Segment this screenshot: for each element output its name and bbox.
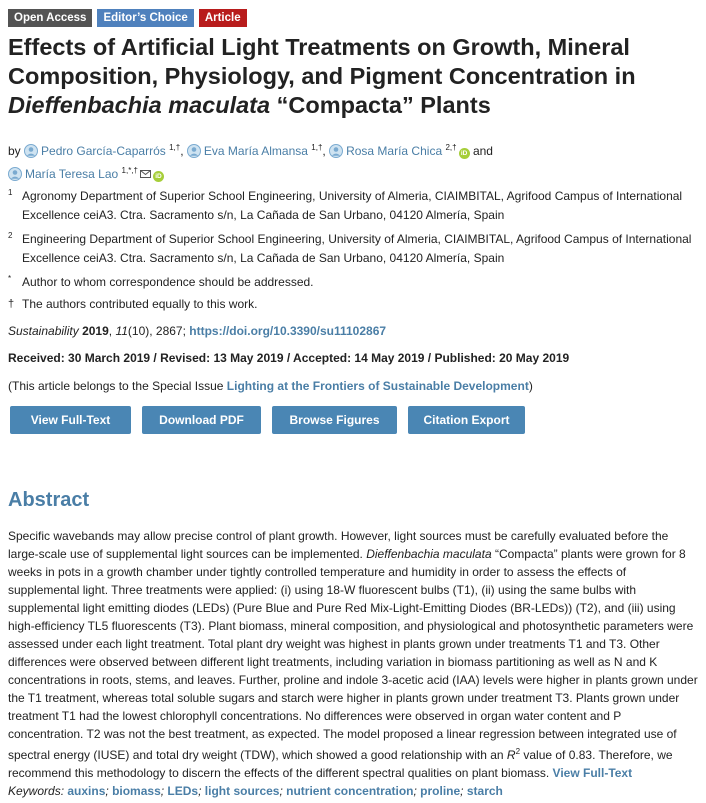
action-buttons: [10, 406, 525, 434]
affiliation-mark: *: [8, 274, 12, 283]
badge-row: [8, 9, 247, 27]
browse-figures-button[interactable]: Browse Figures: [272, 406, 397, 434]
person-icon: [8, 167, 22, 181]
author-name[interactable]: Eva María Almansa: [203, 144, 308, 158]
citation-line: Sustainability 2019, 11(10), 2867; https://doi.org/10.3390/su11102867: [8, 324, 387, 338]
abstract-r-sup: 2: [515, 747, 521, 756]
affiliation-mark: †: [8, 297, 15, 310]
person-icon: [24, 144, 38, 158]
envelope-icon[interactable]: [140, 170, 151, 178]
author-sup: 2,†: [445, 143, 457, 152]
editors-choice-badge[interactable]: Editor’s Choice: [97, 9, 193, 27]
keyword-link[interactable]: proline: [420, 784, 461, 798]
affiliation-text: Engineering Department of Superior School Engineering, University of Almeria, CIAIMBITAL, Agrifood Campus of International Excellence ceiA3. Ctra. Sacramento s/n, La Cañada de San Urbano, 04120 Almería, Spain: [22, 232, 692, 265]
keyword-link[interactable]: light sources: [204, 784, 280, 798]
and-label: and: [472, 144, 493, 158]
abstract-part: Specific wavebands may allow precise control of plant growth. However, light sources must be carefully evaluated before the large-scale use of supplemental light sources can be implemented.: [8, 529, 669, 561]
special-issue-link[interactable]: Lighting at the Frontiers of Sustainable Development: [226, 379, 529, 393]
abstract-part: “Compacta” plants were grown for 8 weeks in pots in a growth chamber under tightly controlled temperature and humidity in order to assess the effects of supplemental light. Three treatments were applied: (i) using 18-W fluorescent bulbs (T1), (ii) using the same bulbs with supplemental light emitting diodes (LEDs) (Pure Blue and Pure Red Mix-Light-Emitting Diodes (BR-LEDs)) (T2), and (iii) using high-efficiency TL5 fluorescents (T3). Plant biomass, mineral composition, and physiological and photosynthetic parameters were assessed under each light treatment. Total plant dry weight was highest in plants grown under treatments T1 and T3. Other differences were observed between different light treatments, including variation in biomass partitioning as well as N and K concentrations in roots, stems, and leaves. Further, proline and indole 3-acetic acid (IAA) levels were higher in plants grown under the T1 treatment, whereas total soluble sugars and starch were higher in plants grown under treatment T3. Plants grown under treatment T1 had the lowest chlorophyll concentrations. No differences were observed in organ water content and P concentration. T2 was not the best treatment, as expected. The model proposed a linear regression between integrated use of spectral energy (IUSE) and total dry weight (TDW), which showed a good relationship with an: [8, 547, 698, 762]
citation-year: 2019: [82, 324, 109, 338]
keyword-link[interactable]: nutrient concentration: [286, 784, 414, 798]
title-text-end: “Compacta” Plants: [270, 92, 491, 118]
abstract-r: R: [506, 748, 516, 762]
article-title: [8, 33, 698, 120]
special-issue-suffix: ): [528, 379, 533, 393]
keyword-link[interactable]: LEDs: [167, 784, 199, 798]
affiliation-item: [8, 273, 698, 292]
affiliation-text: Author to whom correspondence should be addressed.: [22, 275, 314, 289]
affiliations: [8, 187, 698, 319]
keyword-link[interactable]: starch: [466, 784, 503, 798]
title-text: Effects of Artificial Light Treatments on Growth, Mineral Composition, Physiology, and Pigment Concentration in: [8, 34, 636, 89]
journal-name: Sustainability: [8, 324, 79, 338]
author-sup: 1,*,†: [121, 166, 138, 175]
author-name[interactable]: Pedro García-Caparrós: [41, 144, 166, 158]
affiliation-item: [8, 295, 698, 314]
keyword-link[interactable]: auxins: [67, 784, 106, 798]
special-issue-prefix: (This article belongs to the Special Issue: [8, 379, 227, 393]
doi-link[interactable]: https://doi.org/10.3390/su11102867: [189, 324, 387, 338]
author-4[interactable]: [8, 167, 164, 181]
abstract-species: Dieffenbachia maculata: [366, 547, 492, 561]
download-pdf-button[interactable]: Download PDF: [142, 406, 261, 434]
person-icon: [329, 144, 343, 158]
abstract-heading: Abstract: [8, 489, 90, 511]
publication-dates: Received: 30 March 2019 / Revised: 13 May 2019 / Accepted: 14 May 2019 / Published: 20 May 2019: [8, 351, 570, 365]
abstract-part: value of 0.83. Therefore, we recommend this methodology to discern the effects of the different spectral qualities on plant biomass.: [8, 748, 673, 780]
affiliation-item: [8, 230, 698, 267]
orcid-icon[interactable]: iD: [153, 171, 164, 182]
view-full-text-button[interactable]: View Full-Text: [10, 406, 131, 434]
keyword-link[interactable]: biomass: [112, 784, 161, 798]
keywords-line: Keywords: auxins; biomass; LEDs; light sources; nutrient concentration; proline; starch: [8, 784, 503, 798]
author-name[interactable]: Rosa María Chica: [346, 144, 443, 158]
affiliation-mark: 1: [8, 188, 13, 197]
open-access-badge[interactable]: Open Access: [8, 9, 92, 27]
author-3[interactable]: [329, 144, 470, 158]
person-icon: [187, 144, 201, 158]
view-full-text-link[interactable]: View Full-Text: [552, 766, 633, 780]
orcid-icon[interactable]: iD: [459, 148, 470, 159]
author-sup: 1,†: [169, 143, 181, 152]
special-issue-note: [8, 379, 533, 393]
affiliation-mark: 2: [8, 231, 13, 240]
citation-export-button[interactable]: Citation Export: [408, 406, 525, 434]
citation-volume: 11: [115, 324, 128, 338]
author-2[interactable]: [187, 144, 323, 158]
author-list: by Pedro García-Caparrós $^{1,\dagger}$, Eva María Almansa $^{1,\dagger}$, Rosa María Chica $^{2,\dagger}$iD and María Teresa Lao $^{1,*,\dagger}$iD: [8, 143, 493, 181]
by-label: by: [8, 144, 21, 158]
author-sup: 1,†: [311, 143, 323, 152]
keywords-label: Keywords:: [8, 784, 65, 798]
affiliation-text: The authors contributed equally to this work.: [22, 296, 258, 311]
author-name[interactable]: María Teresa Lao: [25, 167, 119, 181]
article-type-badge: Article: [199, 9, 247, 27]
affiliation-text: Agronomy Department of Superior School Engineering, University of Almeria, CIAIMBITAL, Agrifood Campus of International Excellence ceiA3. Ctra. Sacramento s/n, La Cañada de San Urbano, 04120 Almería, Spain: [22, 189, 683, 222]
abstract-text: [8, 527, 698, 782]
affiliation-item: [8, 187, 698, 224]
citation-issue-pages: (10), 2867;: [127, 324, 190, 338]
title-species: Dieffenbachia maculata: [8, 92, 271, 118]
author-1[interactable]: [24, 144, 180, 158]
